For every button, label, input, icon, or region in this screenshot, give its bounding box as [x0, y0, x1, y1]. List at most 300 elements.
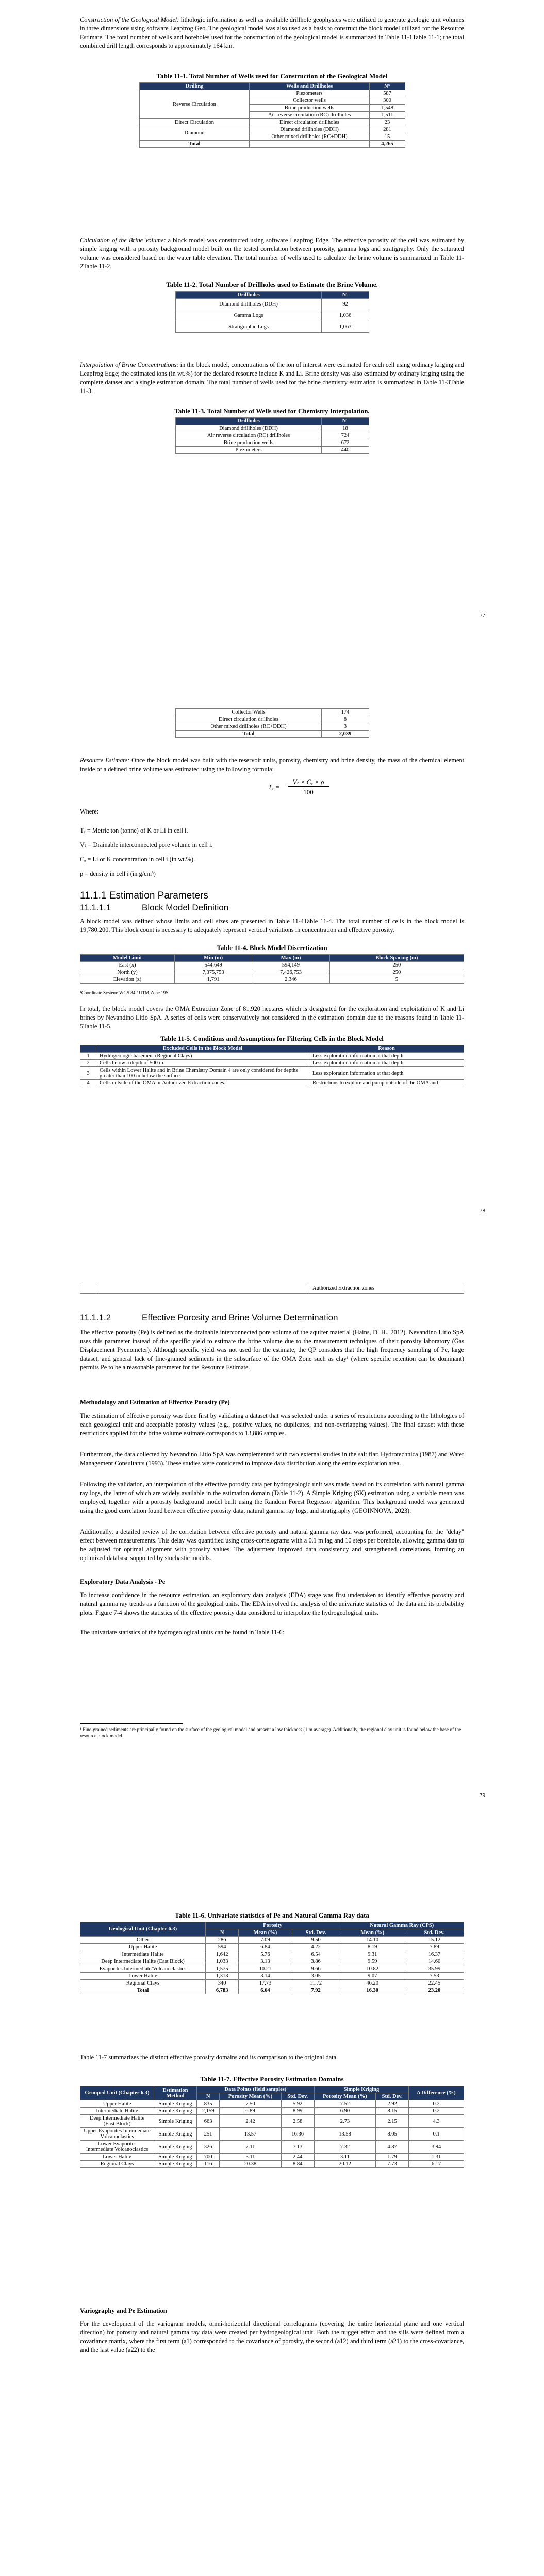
table-cell: 13.57: [220, 2128, 281, 2141]
table-cell: Air reverse circulation (RC) drillholes: [250, 112, 370, 119]
table-cell: 8.05: [376, 2128, 409, 2141]
table-cell: 594,149: [252, 962, 329, 969]
table-row: [140, 126, 405, 133]
table-cell: 3.94: [409, 2141, 464, 2154]
table-cell: 3.14: [239, 1973, 292, 1980]
table-cell: 6.90: [314, 2108, 375, 2115]
table-row: [80, 1080, 464, 1087]
table-cell: 587: [370, 90, 405, 97]
table-cell: Less exploration information at that depth: [309, 1060, 464, 1067]
table-cell: Diamond drillholes (DDH): [176, 299, 322, 310]
subsection-number: 11.1.1.1: [80, 903, 111, 912]
paragraph-lead: Resource Estimate:: [80, 757, 130, 764]
table-cell: 116: [197, 2161, 220, 2168]
table-cell: Simple Kriging: [154, 2161, 197, 2168]
table-cell: Stratigraphic Logs: [176, 321, 322, 333]
table-row: [176, 723, 369, 731]
table-cell: 2.73: [314, 2115, 375, 2128]
table-cell: 340: [206, 1980, 239, 1987]
table-cell: Diamond drillholes (DDH): [250, 126, 370, 133]
table-wells-chemistry-continued: [175, 708, 369, 738]
table-cell: Total: [140, 141, 250, 148]
table-cell: 16.37: [405, 1951, 464, 1958]
table-cell: Lower Halite: [80, 2154, 154, 2161]
table-cell: 6.17: [409, 2161, 464, 2168]
table-cell: 8.19: [340, 1944, 405, 1951]
subsection-heading: [80, 903, 228, 913]
table-cell: 6.84: [239, 1944, 292, 1951]
table-cell: 4: [80, 1080, 96, 1087]
footnote-divider: [80, 1723, 183, 1724]
table-cell: 7.50: [220, 2100, 281, 2108]
table-cell: 7.52: [314, 2100, 375, 2108]
table-header: N: [206, 1929, 239, 1937]
table-header: Max (m): [252, 955, 329, 962]
table-row: [80, 1060, 464, 1067]
paragraph-body: lithologic information as well as available drillhole geophysics were utilized to generate geologic unit volumes in three dimensions using software Leapfrog Geo. The geological model was also used as a basis to construct the block model utilized for the Resource Estimate. The total number of wells and boreholes used for the construction of the geological model is summarized in Table 11-1Table 11-1; the total combined drill length corresponds to approximately 164 km.: [80, 16, 464, 49]
table-cell: 2,039: [322, 731, 369, 738]
table-cell: 1: [80, 1053, 96, 1060]
table-row: [176, 447, 369, 454]
table-filtering-cells-continued: [80, 1283, 464, 1294]
table-header: Mean (%): [340, 1929, 405, 1937]
table-cell: 7.09: [239, 1937, 292, 1944]
table-cell: Regional Clays: [80, 2161, 154, 2168]
subsection-title: Block Model Definition: [142, 903, 229, 912]
table-header: Min (m): [175, 955, 252, 962]
table-cell: Air reverse circulation (RC) drillholes: [176, 432, 322, 439]
table-header: Std. Dev.: [376, 2093, 409, 2100]
table-cell: 7.73: [376, 2161, 409, 2168]
table-cell: Simple Kriging: [154, 2141, 197, 2154]
table-cell: Other mixed drillholes (RC+DDH): [250, 133, 370, 141]
table-cell: 594: [206, 1944, 239, 1951]
table-cell: 2.15: [376, 2115, 409, 2128]
table-wells-geological-model: [139, 82, 405, 148]
table-cell: 7.11: [220, 2141, 281, 2154]
table-cell: Direct Circulation: [140, 119, 250, 126]
table-row: [80, 2161, 464, 2168]
table-row: [80, 962, 464, 969]
where-label: Where:: [80, 808, 99, 815]
table-cell: 7.89: [405, 1944, 464, 1951]
table-row: [80, 1951, 464, 1958]
heading-methodology: Methodology and Estimation of Effective Porosity (Pe): [80, 1399, 230, 1406]
table-block-model-discretization: [80, 954, 464, 984]
paragraph-body: a block model was constructed using software Leapfrog Edge. The effective porosity of the cell was estimated by simple kriging with a porosity background model built on the tested correlation between porosity, gamma logs and stratigraphy. Only the saturated volume was considered based on the water table elevation. The total number of wells used to calculate the brine volume is summarized in Table 11-2Table 11-2.: [80, 236, 464, 270]
table-note: ¹Coordinate System: WGS 84 / UTM Zone 19S: [80, 990, 169, 995]
table-row: [80, 1958, 464, 1965]
table-cell: 2,346: [252, 976, 329, 984]
paragraph-geological-model: [80, 15, 464, 50]
table-header: N°: [322, 292, 369, 299]
table-cell: 9.07: [340, 1973, 405, 1980]
table-cell: North (y): [80, 969, 175, 976]
paragraph-brine-volume: [80, 236, 464, 271]
paragraph-univariate-intro: The univariate statistics of the hydrogeological units can be found in Table 11-6:: [80, 1629, 284, 1636]
table-row: [80, 2128, 464, 2141]
table-cell: 7,375,753: [175, 969, 252, 976]
table-cell: 6.64: [239, 1987, 292, 1994]
table-header: Model Limit: [80, 955, 175, 962]
section-heading: 11.1.1 Estimation Parameters: [80, 890, 208, 901]
table-row: [80, 2108, 464, 2115]
table-header: N°: [322, 418, 369, 425]
table-cell: Evaporites Intermediate/Volcanoclastics: [80, 1965, 206, 1973]
table-cell: Total: [80, 1987, 206, 1994]
table-header: [80, 1045, 96, 1053]
table-caption: Table 11-2. Total Number of Drillholes used to Estimate the Brine Volume.: [166, 281, 378, 289]
table-cell: 7.32: [314, 2141, 375, 2154]
paragraph-lead: Calculation of the Brine Volume:: [80, 236, 166, 244]
formula: [268, 778, 330, 799]
table-cell: 326: [197, 2141, 220, 2154]
where-item: ρ = density in cell i (in g/cm³): [80, 870, 156, 877]
table-cell: Brine production wells: [250, 105, 370, 112]
table-cell: 7.92: [292, 1987, 340, 1994]
paragraph-variography: For the development of the variogram models, omni-horizontal directional correlograms (covering the entire horizontal plane and one vertical direction) for porosity and natural gamma ray data were created per hydrogeological unit. Both the nugget effect and the sills were defined from a covariance matrix, where the first term (a1) corresponded to the covariance of porosity, the second (a12) and third term (a21) to the cross-covariance, and the last value (a22) to the: [80, 2320, 464, 2353]
table-cell: 700: [197, 2154, 220, 2161]
table-cell: 2.44: [281, 2154, 314, 2161]
table-cell: 3: [322, 723, 369, 731]
table-row: [176, 709, 369, 716]
table-header: Std. Dev.: [405, 1929, 464, 1937]
table-cell: 1,511: [370, 112, 405, 119]
table-header: Reason: [309, 1045, 464, 1053]
table-cell: Upper Halite: [80, 2100, 154, 2108]
table-row: [80, 1067, 464, 1080]
where-item: Cₑ = Li or K concentration in cell i (in wt.%).: [80, 856, 195, 863]
table-cell: 23: [370, 119, 405, 126]
table-row: [176, 439, 369, 447]
table-cell: Direct circulation drillholes: [250, 119, 370, 126]
table-row: [80, 2100, 464, 2108]
table-cell: 724: [322, 432, 369, 439]
table-cell: Less exploration information at that depth: [309, 1053, 464, 1060]
table-cell: 4.3: [409, 2115, 464, 2128]
table-cell: 1.31: [409, 2154, 464, 2161]
table-cell: Elevation (z): [80, 976, 175, 984]
table-cell: 16.36: [281, 2128, 314, 2141]
where-item: Tₑ = Metric ton (tonne) of K or Li in cell i.: [80, 827, 188, 834]
table-cell: Cells below a depth of 500 m.: [96, 1060, 309, 1067]
table-cell: 7.13: [281, 2141, 314, 2154]
table-cell: [80, 1283, 96, 1294]
table-header: Porosity Mean (%): [314, 2093, 375, 2100]
table-cell: 1,036: [322, 310, 369, 321]
table-cell: Authorized Extraction zones: [309, 1283, 464, 1294]
table-header: N: [197, 2093, 220, 2100]
paragraph-lead: Construction of the Geological Model:: [80, 16, 179, 23]
table-header: Data Points (field samples): [197, 2086, 315, 2093]
table-cell: 250: [329, 969, 464, 976]
subsection-title: Effective Porosity and Brine Volume Determination: [142, 1313, 338, 1323]
table-cell: 6.54: [292, 1951, 340, 1958]
table-cell: Simple Kriging: [154, 2115, 197, 2128]
table-cell: Hydrogeologic basement (Regional Clays): [96, 1053, 309, 1060]
formula-lhs: Tₑ =: [268, 783, 280, 791]
table-header: Geological Unit (Chapter 6.3): [80, 1922, 206, 1937]
table-cell: 174: [322, 709, 369, 716]
table-cell: Brine production wells: [176, 439, 322, 447]
table-header: Natural Gamma Ray (CPS): [340, 1922, 464, 1929]
table-cell: 5.92: [281, 2100, 314, 2108]
table-header: Porosity Mean (%): [220, 2093, 281, 2100]
table-cell: 35.99: [405, 1965, 464, 1973]
table-cell: 4.22: [292, 1944, 340, 1951]
table-cell: Cells within Lower Halite and in Brine Chemistry Domain 4 are only considered for depths greater than 100 m below the surface.: [96, 1067, 309, 1080]
table-cell: Upper Halite: [80, 1944, 206, 1951]
table-cell: Piezometers: [176, 447, 322, 454]
table-cell: 1,642: [206, 1951, 239, 1958]
page-number: 79: [480, 1793, 486, 1799]
table-row: [80, 976, 464, 984]
table-cell: Cells outside of the OMA or Authorized Extraction zones.: [96, 1080, 309, 1087]
table-cell: Regional Clays: [80, 1980, 206, 1987]
table-cell: 2.58: [281, 2115, 314, 2128]
table-cell: 1,791: [175, 976, 252, 984]
table-cell: 10.21: [239, 1965, 292, 1973]
table-row: [140, 119, 405, 126]
table-header: Simple Kriging: [314, 2086, 408, 2093]
table-cell: 8: [322, 716, 369, 723]
table-cell: 8.15: [376, 2108, 409, 2115]
table-cell: Intermediate Halite: [80, 2108, 154, 2115]
table-cell: Collector wells: [250, 97, 370, 105]
table-row-total: [140, 141, 405, 148]
table-row: [80, 1283, 464, 1294]
table-row: [80, 1937, 464, 1944]
table-cell: Simple Kriging: [154, 2128, 197, 2141]
table-cell: 22.45: [405, 1980, 464, 1987]
table-row: [80, 2141, 464, 2154]
table-cell: Upper Evaporites Intermediate Volcanoclastics: [80, 2128, 154, 2141]
table-univariate-statistics: [80, 1922, 464, 1994]
table-cell: 14.60: [405, 1958, 464, 1965]
table-row-total: [176, 731, 369, 738]
table-cell: 9.31: [340, 1951, 405, 1958]
table-cell: 0.2: [409, 2108, 464, 2115]
table-cell: 8.84: [281, 2161, 314, 2168]
table-header: Drilling: [140, 83, 250, 90]
table-cell: 3.13: [239, 1958, 292, 1965]
table-cell: 440: [322, 447, 369, 454]
table-cell: Less exploration information at that depth: [309, 1067, 464, 1080]
table-cell: Lower Halite: [80, 1973, 206, 1980]
table-cell: 4,265: [370, 141, 405, 148]
table-cell: 5: [329, 976, 464, 984]
table-cell: 663: [197, 2115, 220, 2128]
table-cell: 20.12: [314, 2161, 375, 2168]
paragraph-oma-zone: In total, the block model covers the OMA Extraction Zone of 81,920 hectares which is designated for the exploration and exploitation of K and Li brines by Nevandino Litio SpA. A series of cells were conservatively not considered in the estimation domain due to the reasons found in Table 11-5Table 11-5.: [80, 1005, 464, 1030]
heading-variography: Variography and Pe Estimation: [80, 2307, 167, 2314]
table-cell: 17.73: [239, 1980, 292, 1987]
table-header: Mean (%): [239, 1929, 292, 1937]
table-row: [176, 425, 369, 432]
table-row: [80, 2154, 464, 2161]
table-row: [80, 2115, 464, 2128]
table-cell: Diamond drillholes (DDH): [176, 425, 322, 432]
table-cell: 1,313: [206, 1973, 239, 1980]
paragraph-interpolation: Following the validation, an interpolation of the effective porosity data per hydrogeologic unit was made based on its correlation with natural gamma ray logs, the latter of which are widely available in the estimation domain (Table 11-2). A Simple Kriging (SK) estimation using a variable mean was employed, together with a porosity background model built using the Random Forest Regressor algorithm. This background model was generated using the good correlation found between effective porosity data, natural gamma ray logs, and stratigraphy (GEOINNOVA, 2023).: [80, 1481, 464, 1514]
table-cell: Gamma Logs: [176, 310, 322, 321]
table-row: [176, 310, 369, 321]
formula-numerator: Vₜ × Cₑ × ρ: [288, 778, 329, 787]
table-row-total: [80, 1987, 464, 1994]
formula-denominator: 100: [303, 788, 314, 796]
table-cell: 1,063: [322, 321, 369, 333]
table-cell: 9.50: [292, 1937, 340, 1944]
table-cell: 9.59: [340, 1958, 405, 1965]
table-row: [80, 969, 464, 976]
table-cell: [250, 141, 370, 148]
table-cell: Diamond: [140, 126, 250, 141]
table-cell: 544,649: [175, 962, 252, 969]
table-caption: Table 11-7. Effective Porosity Estimation Domains: [200, 2075, 344, 2083]
page-number: 77: [480, 613, 486, 619]
subsection-heading: [80, 1313, 338, 1323]
table-caption: Table 11-3. Total Number of Wells used for Chemistry Interpolation.: [174, 407, 370, 415]
table-cell: 92: [322, 299, 369, 310]
table-cell: 7.53: [405, 1973, 464, 1980]
table-header: Estimation Method: [154, 2086, 197, 2100]
table-header: Excluded Cells in the Block Model: [96, 1045, 309, 1053]
paragraph-block-model: A block model was defined whose limits and cell sizes are presented in Table 11-4Table 11-4. The total number of cells in the block model is 19,780,200. This block count is necessary to adequately represent vertical variations in concentration and effective porosity.: [80, 918, 464, 934]
page-number: 78: [480, 1208, 486, 1214]
table-cell: 1,033: [206, 1958, 239, 1965]
table-cell: 6,783: [206, 1987, 239, 1994]
paragraph-body: Once the block model was built with the reservoir units, porosity, chemistry and brine density, the mass of the chemical element inside of a defined brine volume was estimated using the following formula:: [80, 757, 465, 773]
table-header: Std. Dev.: [292, 1929, 340, 1937]
table-cell: 6.89: [220, 2108, 281, 2115]
table-row: [140, 90, 405, 97]
table-cell: 11.72: [292, 1980, 340, 1987]
heading-eda: Exploratory Data Analysis - Pe: [80, 1578, 166, 1585]
table-cell: 286: [206, 1937, 239, 1944]
paragraph-eda: To increase confidence in the resource estimation, an exploratory data analysis (EDA) stage was first undertaken to identify effective porosity and natural gamma ray trends as a function of the geological units. The EDA involved the analysis of the univariate statistics of the data and its probability plots. Figure 7-4 shows the statistics of the effective porosity data considered to interpolate the hydrogeological units.: [80, 1591, 464, 1616]
table-row: [176, 432, 369, 439]
paragraph-body: in the block model, concentrations of the ion of interest were estimated for each cell using ordinary kriging and Leapfrog Edge; the estimated ions (in wt.%) for the declared resource include K and Li. Brine density was also estimated by ordinary kriging using the complete dataset and a single estimation domain. The total number of wells used for the brine chemistry estimation is summarized in Table 11-3Table 11-3.: [80, 361, 464, 395]
table-header: Std. Dev.: [281, 2093, 314, 2100]
table-cell: 1,548: [370, 105, 405, 112]
table-cell: 2.92: [376, 2100, 409, 2108]
table-cell: [96, 1283, 309, 1294]
table-caption: Table 11-4. Block Model Discretization: [217, 944, 327, 952]
table-cell: 3.86: [292, 1958, 340, 1965]
table-cell: 3.05: [292, 1973, 340, 1980]
table-caption: Table 11-5. Conditions and Assumptions for Filtering Cells in the Block Model: [160, 1035, 384, 1042]
table-cell: Deep Intermediate Halite (East Block): [80, 1958, 206, 1965]
table-cell: 0.1: [409, 2128, 464, 2141]
table-header: Grouped Unit (Chapter 6.3): [80, 2086, 154, 2100]
subsection-number: 11.1.1.2: [80, 1313, 111, 1323]
table-cell: 2.42: [220, 2115, 281, 2128]
table-cell: Simple Kriging: [154, 2108, 197, 2115]
table-cell: 281: [370, 126, 405, 133]
table-cell: 13.58: [314, 2128, 375, 2141]
table-cell: 20.38: [220, 2161, 281, 2168]
table-cell: Simple Kriging: [154, 2100, 197, 2108]
paragraph-methodology: The estimation of effective porosity was done first by validating a dataset that was selected under a series of restrictions according to the lithologies of each geological unit and acceptable porosity values (e.g., positive values, no duplicates, and non-overlapping values). The final dataset with these restrictions applied for the brine volume estimate corresponds to 13,886 samples.: [80, 1412, 464, 1437]
table-cell: 2,159: [197, 2108, 220, 2115]
table-cell: 16.30: [340, 1987, 405, 1994]
table-cell: Other mixed drillholes (RC+DDH): [176, 723, 322, 731]
table-cell: 2: [80, 1060, 96, 1067]
table-header: Δ Difference (%): [409, 2086, 464, 2100]
table-cell: 18: [322, 425, 369, 432]
table-cell: 10.82: [340, 1965, 405, 1973]
table-cell: 300: [370, 97, 405, 105]
table-cell: Piezometers: [250, 90, 370, 97]
table-header: Block Spacing (m): [329, 955, 464, 962]
table-cell: Deep Intermediate Halite (East Block): [80, 2115, 154, 2128]
table-cell: 7,426,753: [252, 969, 329, 976]
table-cell: East (x): [80, 962, 175, 969]
table-cell: 835: [197, 2100, 220, 2108]
table-cell: 3.11: [220, 2154, 281, 2161]
table-cell: 1.79: [376, 2154, 409, 2161]
table-cell: Simple Kriging: [154, 2154, 197, 2161]
table-cell: Total: [176, 731, 322, 738]
table-header: Drillholes: [176, 292, 322, 299]
table-cell: 0.2: [409, 2100, 464, 2108]
table-row: [80, 1973, 464, 1980]
table-cell: Restrictions to explore and pump outside of the OMA and: [309, 1080, 464, 1087]
table-header: N°: [370, 83, 405, 90]
table-cell: 251: [197, 2128, 220, 2141]
table-row: [80, 1053, 464, 1060]
paragraph-resource-estimate: [80, 756, 464, 774]
table-header: Porosity: [206, 1922, 340, 1929]
table-caption: Table 11-6. Univariate statistics of Pe and Natural Gamma Ray data: [175, 1911, 369, 1919]
paragraph-correlation-review: Additionally, a detailed review of the correlation between effective porosity and natural gamma ray data was performed, accounting for the "delay" effect between measurements. This delay was quantified using cross-correlograms with a 0.1 m lag and 10 steps per borehole, allowing gamma data to be adjusted for optimal alignment with porosity values. The adjustment improved data consistency and strengthened correlations, forming an optimized database supported by stochastic models.: [80, 1528, 464, 1562]
where-item: Vₜ = Drainable interconnected pore volume in cell i.: [80, 841, 213, 849]
table-cell: 9.66: [292, 1965, 340, 1973]
table-cell: 23.20: [405, 1987, 464, 1994]
table-cell: 4.87: [376, 2141, 409, 2154]
table-porosity-domains: [80, 2086, 464, 2168]
table-wells-chemistry: [175, 417, 369, 454]
table-row: [176, 716, 369, 723]
table-row: [176, 321, 369, 333]
paragraph-domains-summary: Table 11-7 summarizes the distinct effective porosity domains and its comparison to the original data.: [80, 2054, 338, 2061]
table-cell: Lower Evaporites Intermediate Volcanoclastics: [80, 2141, 154, 2154]
table-header: Drillholes: [176, 418, 322, 425]
table-cell: Direct circulation drillholes: [176, 716, 322, 723]
table-cell: Intermediate Halite: [80, 1951, 206, 1958]
table-cell: 8.99: [281, 2108, 314, 2115]
table-cell: 15: [370, 133, 405, 141]
table-cell: 15.12: [405, 1937, 464, 1944]
paragraph-external-studies: Furthermore, the data collected by Nevandino Litio SpA was complemented with two external studies in the salt flat: Hydrotechnica (1987) and Water Management Consultants (1993). These studies were considered to improve data distribution along the entire exploration area.: [80, 1451, 464, 1467]
table-cell: 1,575: [206, 1965, 239, 1973]
table-row: [80, 1965, 464, 1973]
table-caption: Table 11-1. Total Number of Wells used for Construction of the Geological Model: [156, 72, 388, 80]
table-cell: 250: [329, 962, 464, 969]
table-cell: 3: [80, 1067, 96, 1080]
table-row: [176, 299, 369, 310]
table-drillholes-brine-volume: [175, 291, 369, 333]
table-cell: 672: [322, 439, 369, 447]
table-row: [80, 1980, 464, 1987]
table-cell: Other: [80, 1937, 206, 1944]
paragraph-effective-porosity: The effective porosity (Pe) is defined as the drainable interconnected pore volume of the aquifer material (Hains, D. H., 2012). Nevandino Litio SpA uses this parameter instead of the specific yield to estimate the brine volume due to the measurement techniques of their porosity laboratory (Gas Displacement Pycnometer). Although specific yield was not used for the estimate, the QP considers that the high frequency sampling of Pe, large dataset, and general lack of fine-grained sediments in the subsurface of the OMA Zone such as clay¹ (where specific retention can be dominant) permits Pe to be a reasonable parameter for the Resource Estimate.: [80, 1329, 464, 1371]
footnote: ¹ Fine-grained sediments are principally found on the surface of the geological model and present a low thickness (1 m average). Additionally, the regional clay unit is found below the base of the resource block model.: [80, 1727, 461, 1739]
table-cell: 46.20: [340, 1980, 405, 1987]
table-row: [80, 1944, 464, 1951]
table-cell: 14.10: [340, 1937, 405, 1944]
table-cell: Collector Wells: [176, 709, 322, 716]
